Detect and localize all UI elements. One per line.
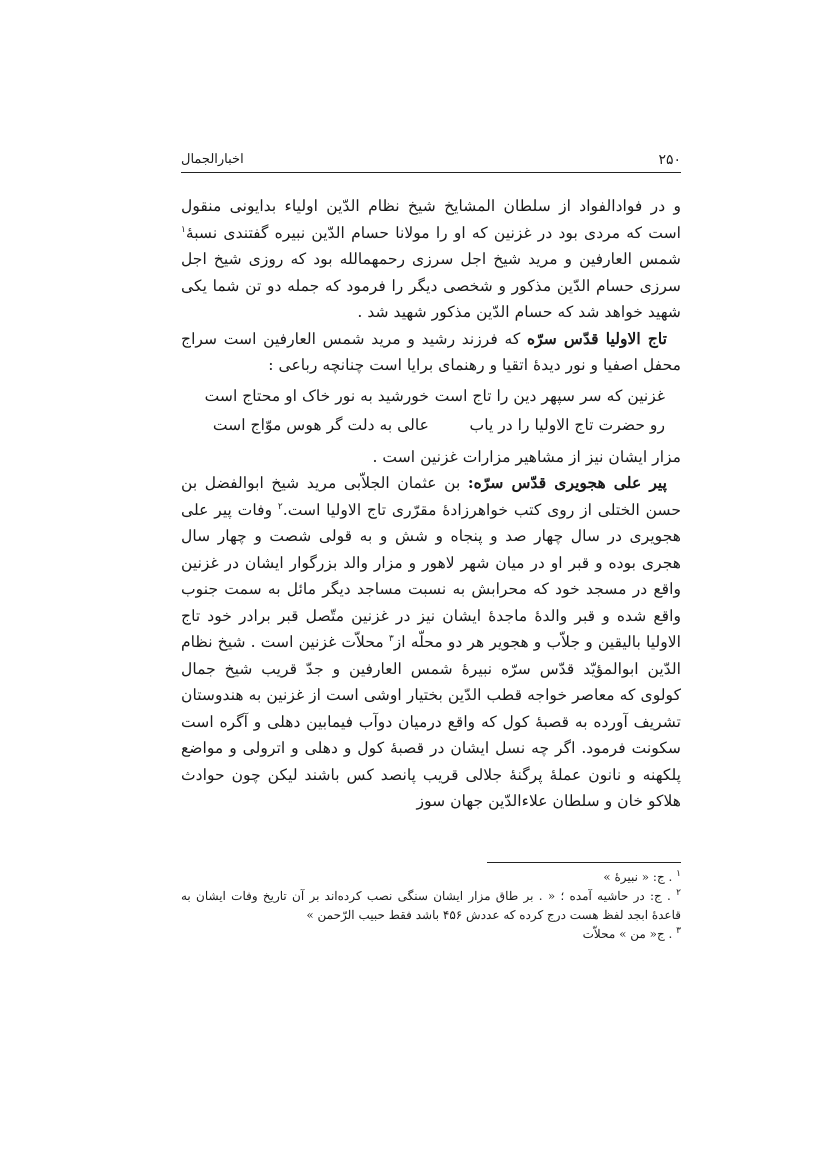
- running-title: اخبارالجمال: [181, 152, 244, 167]
- section-heading: تاج الاولیا قدّس سرّه: [526, 328, 667, 348]
- header-rule: [181, 172, 681, 173]
- hemistich: غزنین که سر سپهر دین را تاج است: [434, 386, 665, 405]
- paragraph: مزار ایشان نیز از مشاهیر مزارات غزنین است .: [372, 447, 681, 466]
- footnote-ref: ۲: [277, 501, 283, 512]
- footnote: $^۱$ . ج: « نبیرهٔ »: [603, 869, 681, 884]
- paragraph: و در فوادالفواد از سلطان المشایخ شیخ نظام الدّین اولیاء بدایونی منقول است که مردی بود در غزنین که او را مولانا حسام الدّین نبیره گفتندی نسبهٔ$^۱$ شمس العارفین و مرید شیخ اجل سرزی رحمهمالله بود که روزی شیخ اجل سرزی حسام الدّین مذکور و شخصی دیگر را فرمود که جمله دو تن شما یکی شهید خواهد شد که حسام الدّین مذکور شهید شد .: [181, 197, 681, 321]
- hemistich: رو حضرت تاج الاولیا را در یاب: [469, 415, 665, 434]
- poem-line: [181, 411, 681, 440]
- section-heading: پیر علی هجویری قدّس سرّه:: [467, 473, 667, 492]
- page-number: ۲۵۰: [658, 152, 681, 168]
- footnotes: [181, 868, 681, 944]
- quatrain: [181, 382, 681, 440]
- paragraph: تاج الاولیا قدّس سرّه که فرزند رشید و مرید شمس العارفین است سراج محفل اصفیا و نور دیدهٔ اتقیا و رهنمای برایا است چنانچه رباعی :: [181, 328, 681, 374]
- footnote: $^۲$ . ج: در حاشیه آمده ؛ « . بر طاق مزار ایشان سنگی نصب کرده‌اند بر آن تاریخ وفات ایشان به قاعدهٔ ابجد لفظ هست درج کرده که عددش ۴۵۶ باشد فقط حبیب الرّحمن »: [181, 888, 681, 922]
- hemistich: عالی به دلت گر هوس موّاج است: [212, 415, 429, 434]
- hemistich: خورشید به نور خاک او محتاج است: [204, 386, 429, 405]
- paragraph: پیر علی هجویری قدّس سرّه: بن عثمان الجلاّبی مرید شیخ ابوالفضل بن حسن الختلی از روی کتب خواهرزادهٔ مقرّری تاج الاولیا است.$^۲$ وفات پیر علی هجویری در سال چهار صد و پنجاه و شش و به قولی شصت و چهار سال هجری بوده و قبر او در میان شهر لاهور و مزار والد بزرگوار ایشان در غزنین واقع در مسجد خود که محرابش به نسبت مساجد دیگر مائل به سمت جنوب واقع شده و قبر والدهٔ ماجدهٔ ایشان نیز در غزنین متّصل قبر برادر خود تاج الاولیا بالیقین و جلاّب و هجویر هر دو محلّه از$^۳$ محلاّت غزنین است . شیخ نظام الدّین ابوالمؤیّد قدّس سرّه نبیرهٔ شمس العارفین و جدّ قریب شیخ جمال کولوی که معاصر خواجه قطب الدّین بختیار اوشی است از غزنین به هندوستان تشریف آورده به قصبهٔ کول که واقع درمیان دوآب فیمابین دهلی و آگره است سکونت فرمود. اگر چه نسل ایشان در قصبهٔ کول و دهلی و اترولی و مواضع پلکهنه و نانون عملهٔ پرگنهٔ جلالی قریب پانصد کس باشند لیکن چون حوادث هلاکو خان و سلطان علاءالدّین جهان سوز: [181, 473, 681, 810]
- footnote-ref: ۱: [181, 224, 186, 235]
- footnote: $^۳$ . ج« من » محلاّت: [582, 926, 681, 941]
- poem-line: [181, 382, 681, 411]
- page-header: [181, 152, 681, 174]
- main-text: [181, 193, 681, 815]
- footnote-ref: ۳: [388, 633, 394, 644]
- footnote-rule: [487, 862, 681, 863]
